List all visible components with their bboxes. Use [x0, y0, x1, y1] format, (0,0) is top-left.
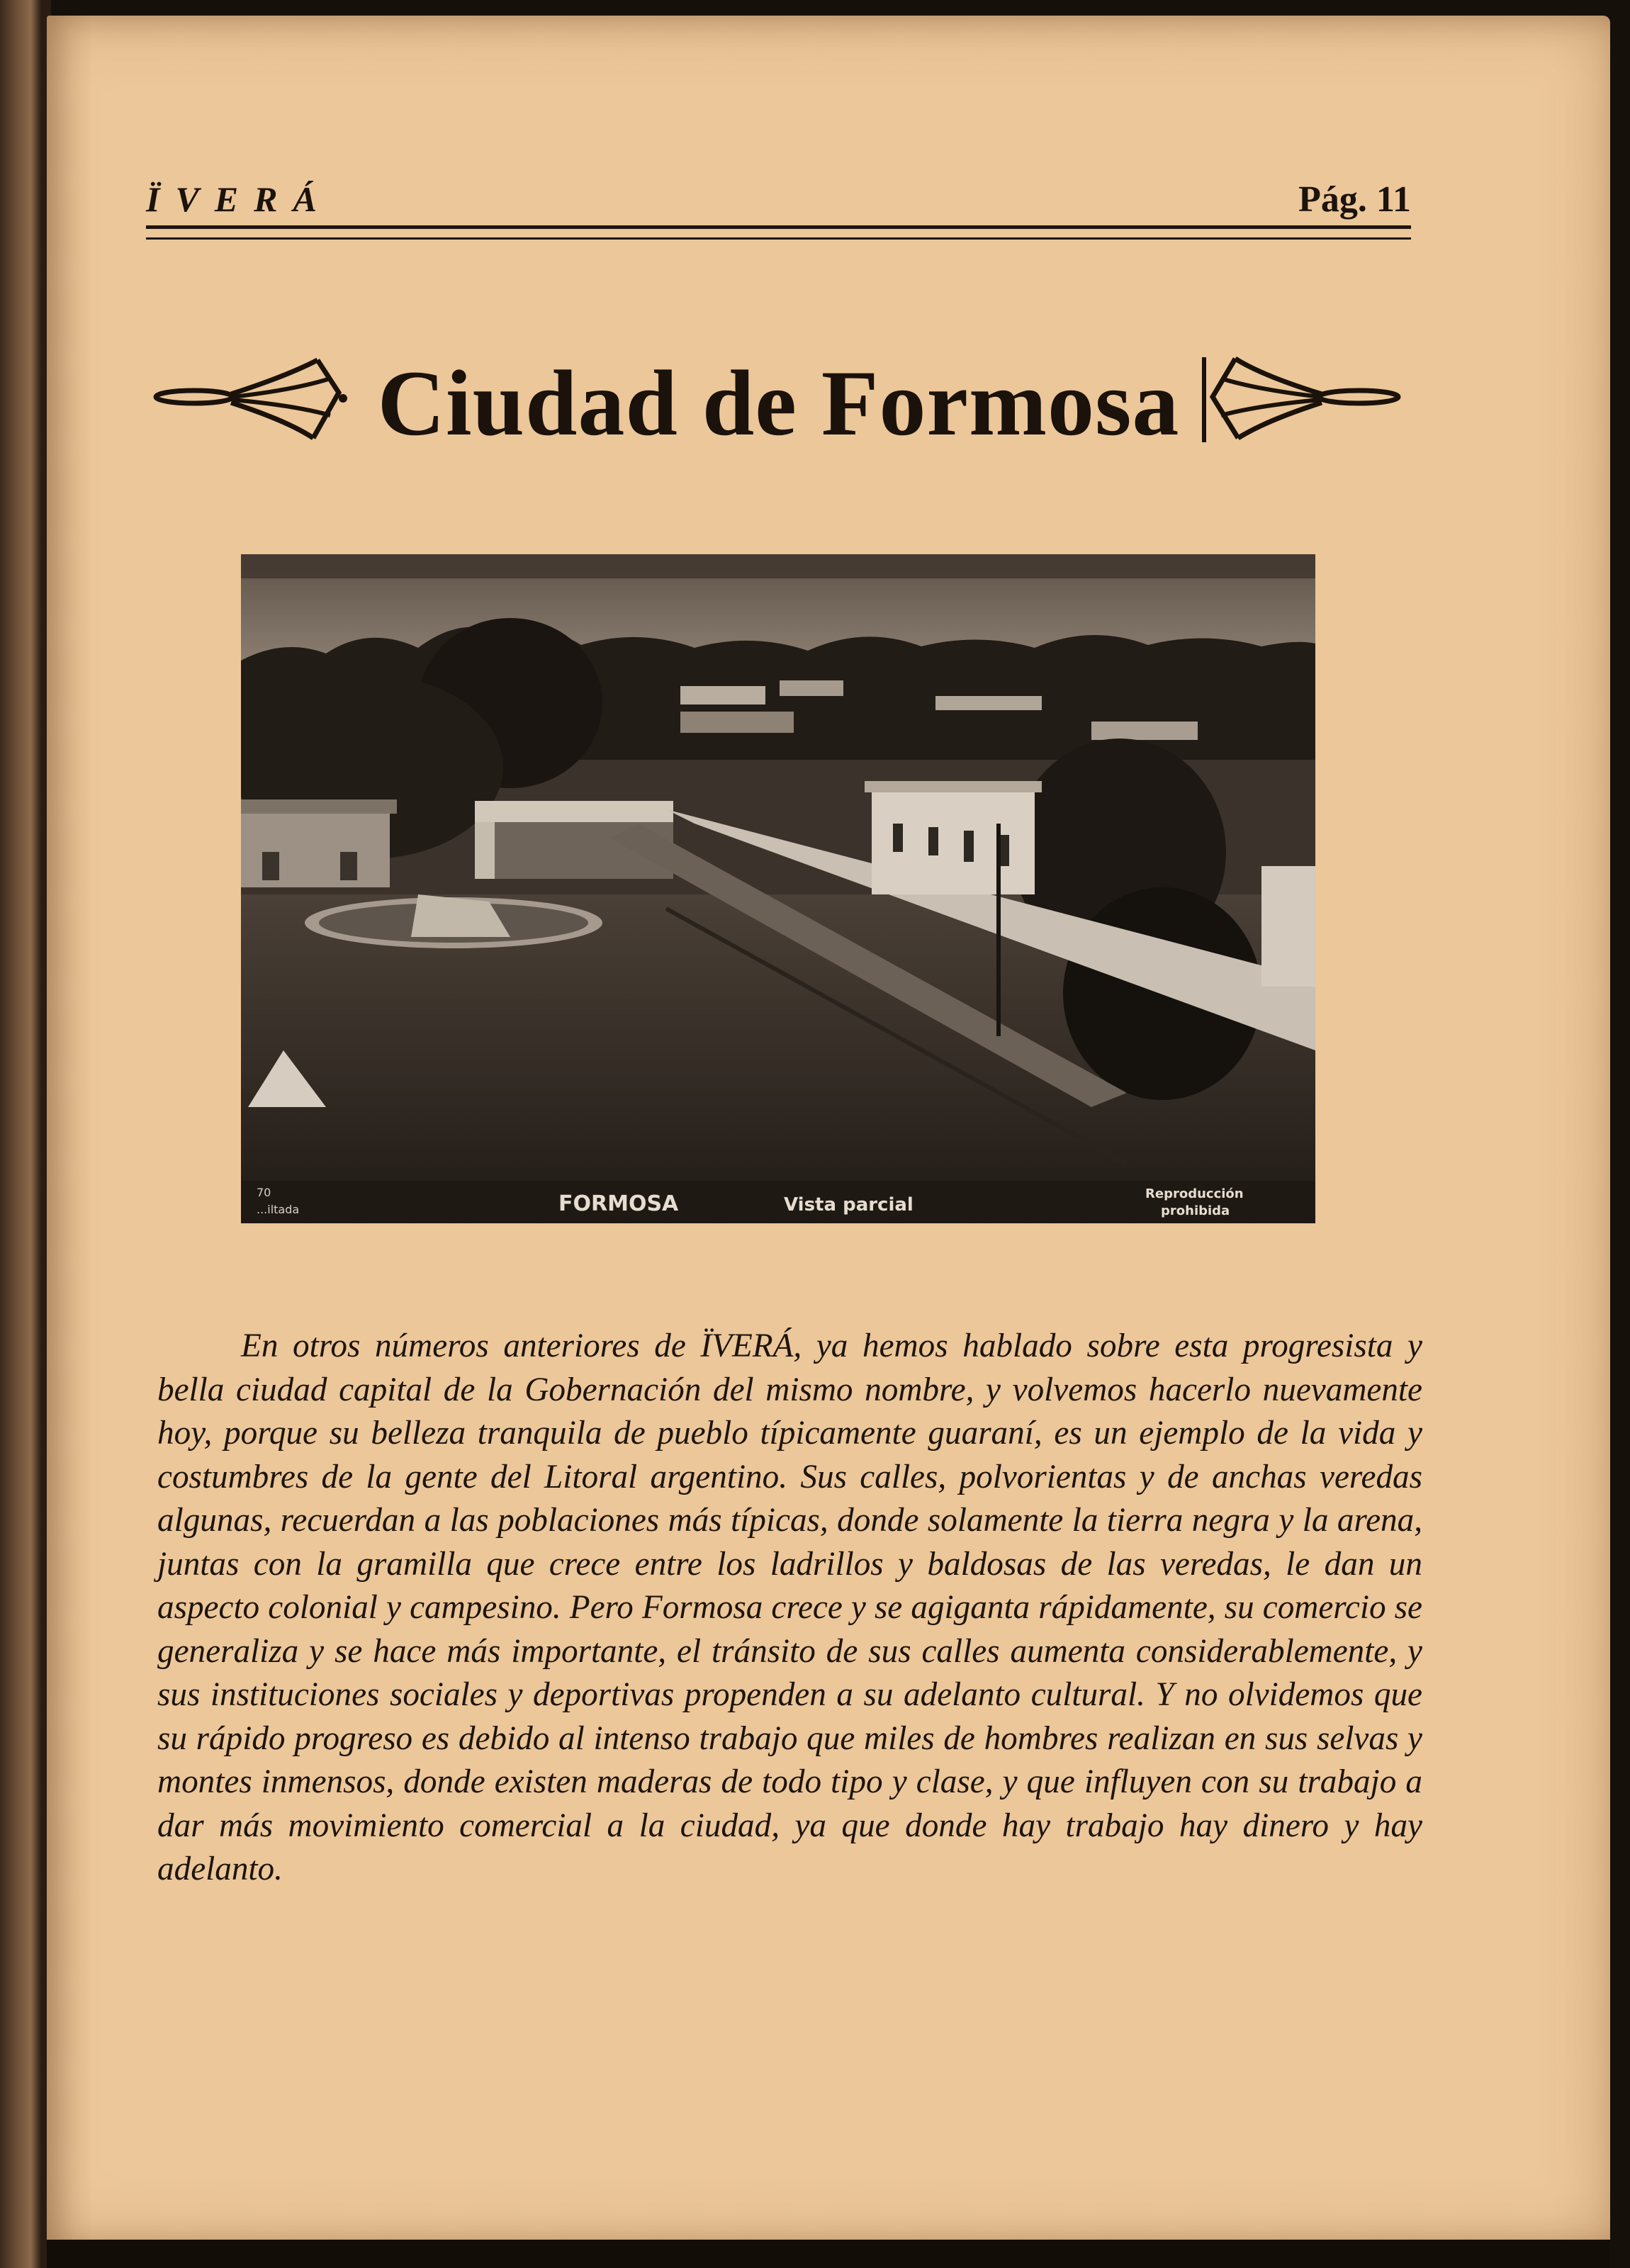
photo-formosa-partial-view — [241, 554, 1315, 1223]
right-flourish-icon — [1191, 347, 1404, 447]
page-number: Pág. 11 — [1298, 179, 1411, 220]
header-double-rule — [146, 225, 1411, 240]
page-bottom-shadow — [47, 2240, 1610, 2268]
photo-caption-city: FORMOSA — [558, 1191, 679, 1216]
title-block — [146, 333, 1411, 461]
article-body: En otros números anteriores de ÏVERÁ, ya hemos hablado sobre esta progresista y bella ciudad capital de la Gobernación del mismo nombre, y volvemos hacerlo nuevamente hoy, porque su belleza tranquila de pueblo típicamente guaraní, es un ejemplo de la vida y costumbres de la gente del Litoral argentino. Sus calles, polvorientas y de anchas veredas algunas, recuerdan a las poblaciones más típicas, donde solamente la tierra negra y la arena, juntas con la gramilla que crece entre los ladrillos y baldosas de las veredas, le dan un aspecto colonial y campesino. Pero Formosa crece y se agiganta rápidamente, su comercio se generaliza y se hace más importante, el tránsito de sus calles aumenta considerablemente, y sus instituciones sociales y deportivas propenden a su adelanto cultural. Y no olvidemos que su rápido progreso es debido al intenso trabajo que miles de hombres realizan en sus selvas y montes inmensos, donde existen maderas de todo tipo y clase, y que influyen con su trabajo a dar más movimiento comercial a la ciudad, ya que donde hay trabajo hay dinero y hay adelanto. — [157, 1327, 1422, 1888]
photo-caption-vista: Vista parcial — [784, 1194, 914, 1216]
page-title: Ciudad de Formosa — [377, 351, 1180, 455]
magazine-name: ÏVERÁ — [146, 179, 332, 219]
city-photo-image — [241, 554, 1315, 1223]
photo-corner-code-2: ...iltada — [257, 1203, 300, 1216]
book-spine-edge — [0, 0, 41, 2268]
photo-corner-code-1: 70 — [257, 1186, 271, 1199]
photo-caption-rights-2: prohibida — [1161, 1203, 1230, 1218]
photo-caption-rights-1: Reproducción — [1145, 1186, 1244, 1201]
